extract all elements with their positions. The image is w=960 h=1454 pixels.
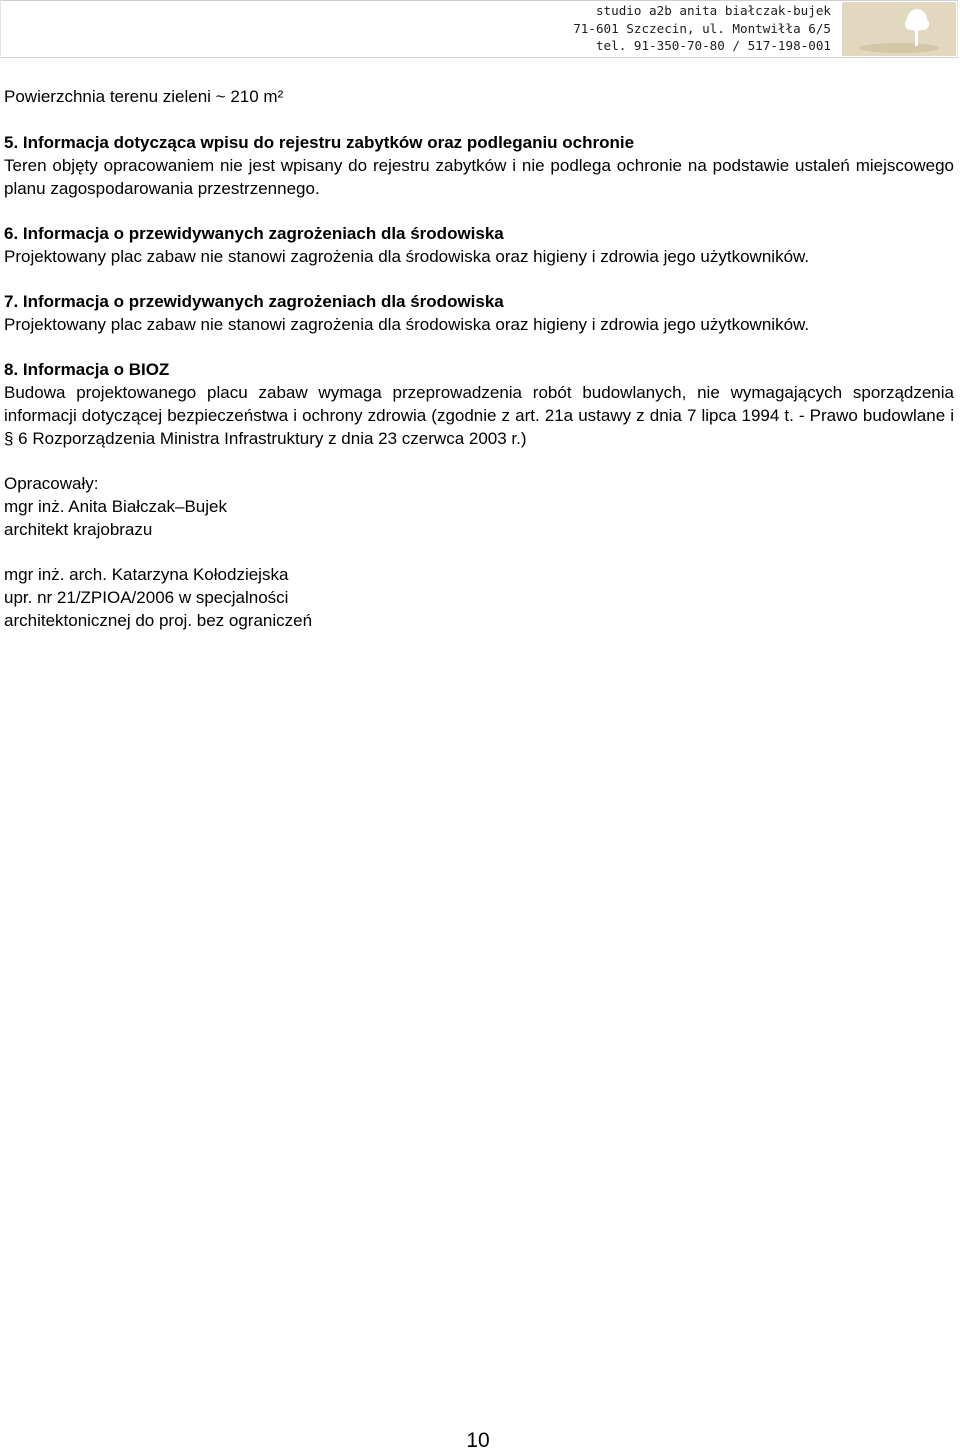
author-2-name: mgr inż. arch. Katarzyna Kołodziejska xyxy=(4,565,289,584)
company-phone: tel. 91-350-70-80 / 517-198-001 xyxy=(595,38,831,53)
section-7-heading: 7. Informacja o przewidywanych zagrożeniach dla środowiska xyxy=(4,292,504,311)
tree-logo-icon xyxy=(842,2,956,56)
author-2-scope: architektonicznej do proj. bez ograniczeń xyxy=(4,611,313,630)
author-1-name: mgr inż. Anita Białczak–Bujek xyxy=(4,497,227,516)
section-6-heading: 6. Informacja o przewidywanych zagrożeniach dla środowiska xyxy=(4,224,504,243)
section-6-body: Projektowany plac zabaw nie stanowi zagrożenia dla środowiska oraz higieny i zdrowia jego użytkowników. xyxy=(4,247,810,266)
company-info xyxy=(573,2,831,55)
section-5-body: Teren objęty opracowaniem nie jest wpisany do rejestru zabytków i nie podlega ochronie na podstawie ustaleń miejscowego planu zagospodarowania przestrzennego. xyxy=(4,156,954,198)
company-logo xyxy=(842,2,956,56)
authors-label: Opracowały: xyxy=(4,474,99,493)
green-area-line: Powierzchnia terenu zieleni ~ 210 m² xyxy=(4,87,284,106)
section-8-heading: 8. Informacja o BIOZ xyxy=(4,360,170,379)
company-name: studio a2b anita białczak-bujek xyxy=(595,3,831,18)
author-2-license: upr. nr 21/ZPIOA/2006 w specjalności xyxy=(4,588,289,607)
page-header xyxy=(0,0,958,58)
section-7-body: Projektowany plac zabaw nie stanowi zagrożenia dla środowiska oraz higieny i zdrowia jego użytkowników. xyxy=(4,315,810,334)
author-1-title: architekt krajobrazu xyxy=(4,520,153,539)
section-8-body: Budowa projektowanego placu zabaw wymaga przeprowadzenia robót budowlanych, nie wymagających sporządzenia informacji dotyczącej bezpieczeństwa i ochrony zdrowia (zgodnie z art. 21a ustawy z dnia 7 lipca 1994 t. - Prawo budowlane i § 6 Rozporządzenia Ministra Infrastruktury z dnia 23 czerwca 2003 r.) xyxy=(4,383,954,448)
section-5-heading: 5. Informacja dotycząca wpisu do rejestru zabytków oraz podleganiu ochronie xyxy=(4,133,635,152)
page-number: 10 xyxy=(466,1429,490,1452)
document-body xyxy=(4,85,954,632)
company-address: 71-601 Szczecin, ul. Montwiłła 6/5 xyxy=(573,20,831,36)
